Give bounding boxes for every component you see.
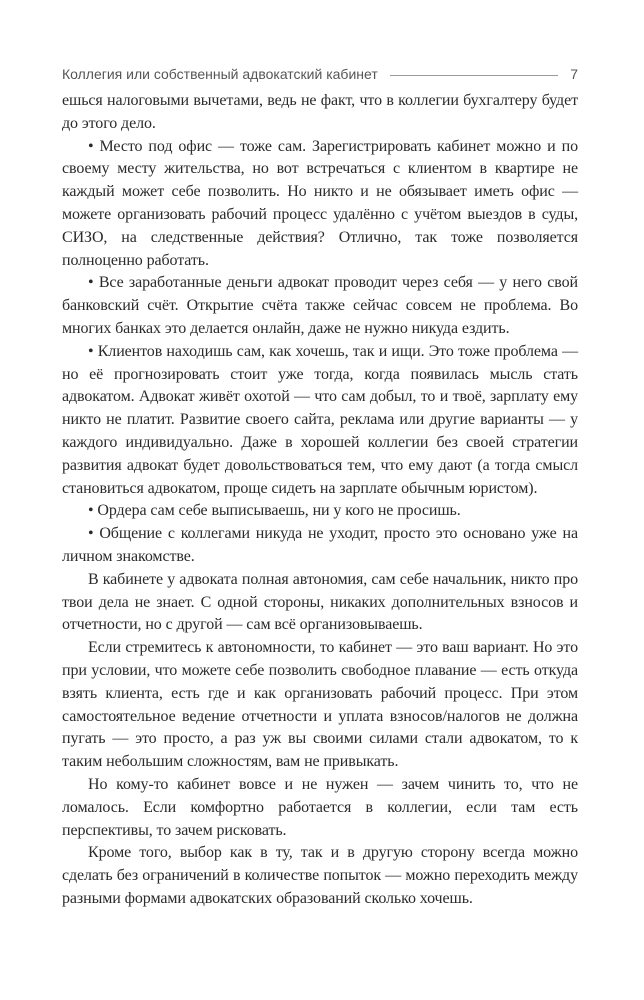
running-header [62, 64, 578, 84]
bullet-paragraph: • Все заработанные деньги адвокат проводит через себя — у него свой банковский счёт. Открытие счёта также сейчас совсем не проблема. Во многих банках это делается онлайн, даже не нужно никуда ездить. [62, 274, 578, 337]
paragraph: Кроме того, выбор как в ту, так и в другую сторону всегда можно сделать без ограничений в количестве попыток — можно переходить между разными формами адвокатских образований сколько хочешь. [62, 844, 578, 907]
paragraph: Если стремитесь к автономности, то кабинет — это ваш вариант. Но это при условии, что можете себе позволить свободное плавание — есть откуда взять клиента, есть где и как организовать рабочий процесс. При этом самостоятельное ведение отчетности и уплата взносов/налогов не должна пугать — это просто, а раз уж вы своими силами стали адвокатом, то к таким небольшим сложностям, вам не привыкать. [62, 639, 578, 771]
bullet-paragraph: • Общение с коллегами никуда не уходит, просто это основано уже на личном знакомстве. [62, 525, 578, 565]
bullet-paragraph: • Ордера сам себе выписываешь, ни у кого не просишь. [88, 502, 461, 520]
paragraph: Но кому-то кабинет вовсе и не нужен — зачем чинить то, что не ломалось. Если комфортно работается в коллегии, если там есть перспективы, то зачем рисковать. [62, 775, 578, 839]
bullet-paragraph: • Место под офис — тоже сам. Зарегистрировать кабинет можно и по своему месту жительства, но вот встречаться с клиентом в квартире не каждый может себе позволить. Но никто и не обязывает иметь офис — можете организовать рабочий процесс удалённо с учётом выездов в суды, СИЗО, на следственные действия? Отлично, так тоже позволяется полноценно работать. [62, 137, 578, 269]
paragraph: В кабинете у адвоката полная автономия, сам себе начальник, никто про твои дела не знает. С одной стороны, никаких дополнительных взносов и отчетности, но с другой — сам всё организовываешь. [62, 570, 578, 634]
page-number: 7 [570, 66, 578, 82]
paragraph: ешься налоговыми вычетами, ведь не факт, что в коллегии бухгалтеру будет до этого дело. [62, 92, 578, 132]
page-body [62, 90, 578, 911]
header-rule [390, 75, 558, 76]
running-header-title: Коллегия или собственный адвокатский кабинет [62, 66, 378, 82]
bullet-paragraph: • Клиентов находишь сам, как хочешь, так и ищи. Это тоже проблема — но её прогнозировать стоит уже тогда, когда появилась мысль стать адвокатом. Адвокат живёт охотой — что сам добыл, то и твоё, зарплату ему никто не платит. Развитие своего сайта, реклама или другие варианты — у каждого индивидуально. Даже в хорошей коллегии без своей стратегии развития адвокат будет довольствоваться тем, что ему дают (а тогда смысл становиться адвокатом, проще сидеть на зарплате обычным юристом). [62, 342, 578, 497]
